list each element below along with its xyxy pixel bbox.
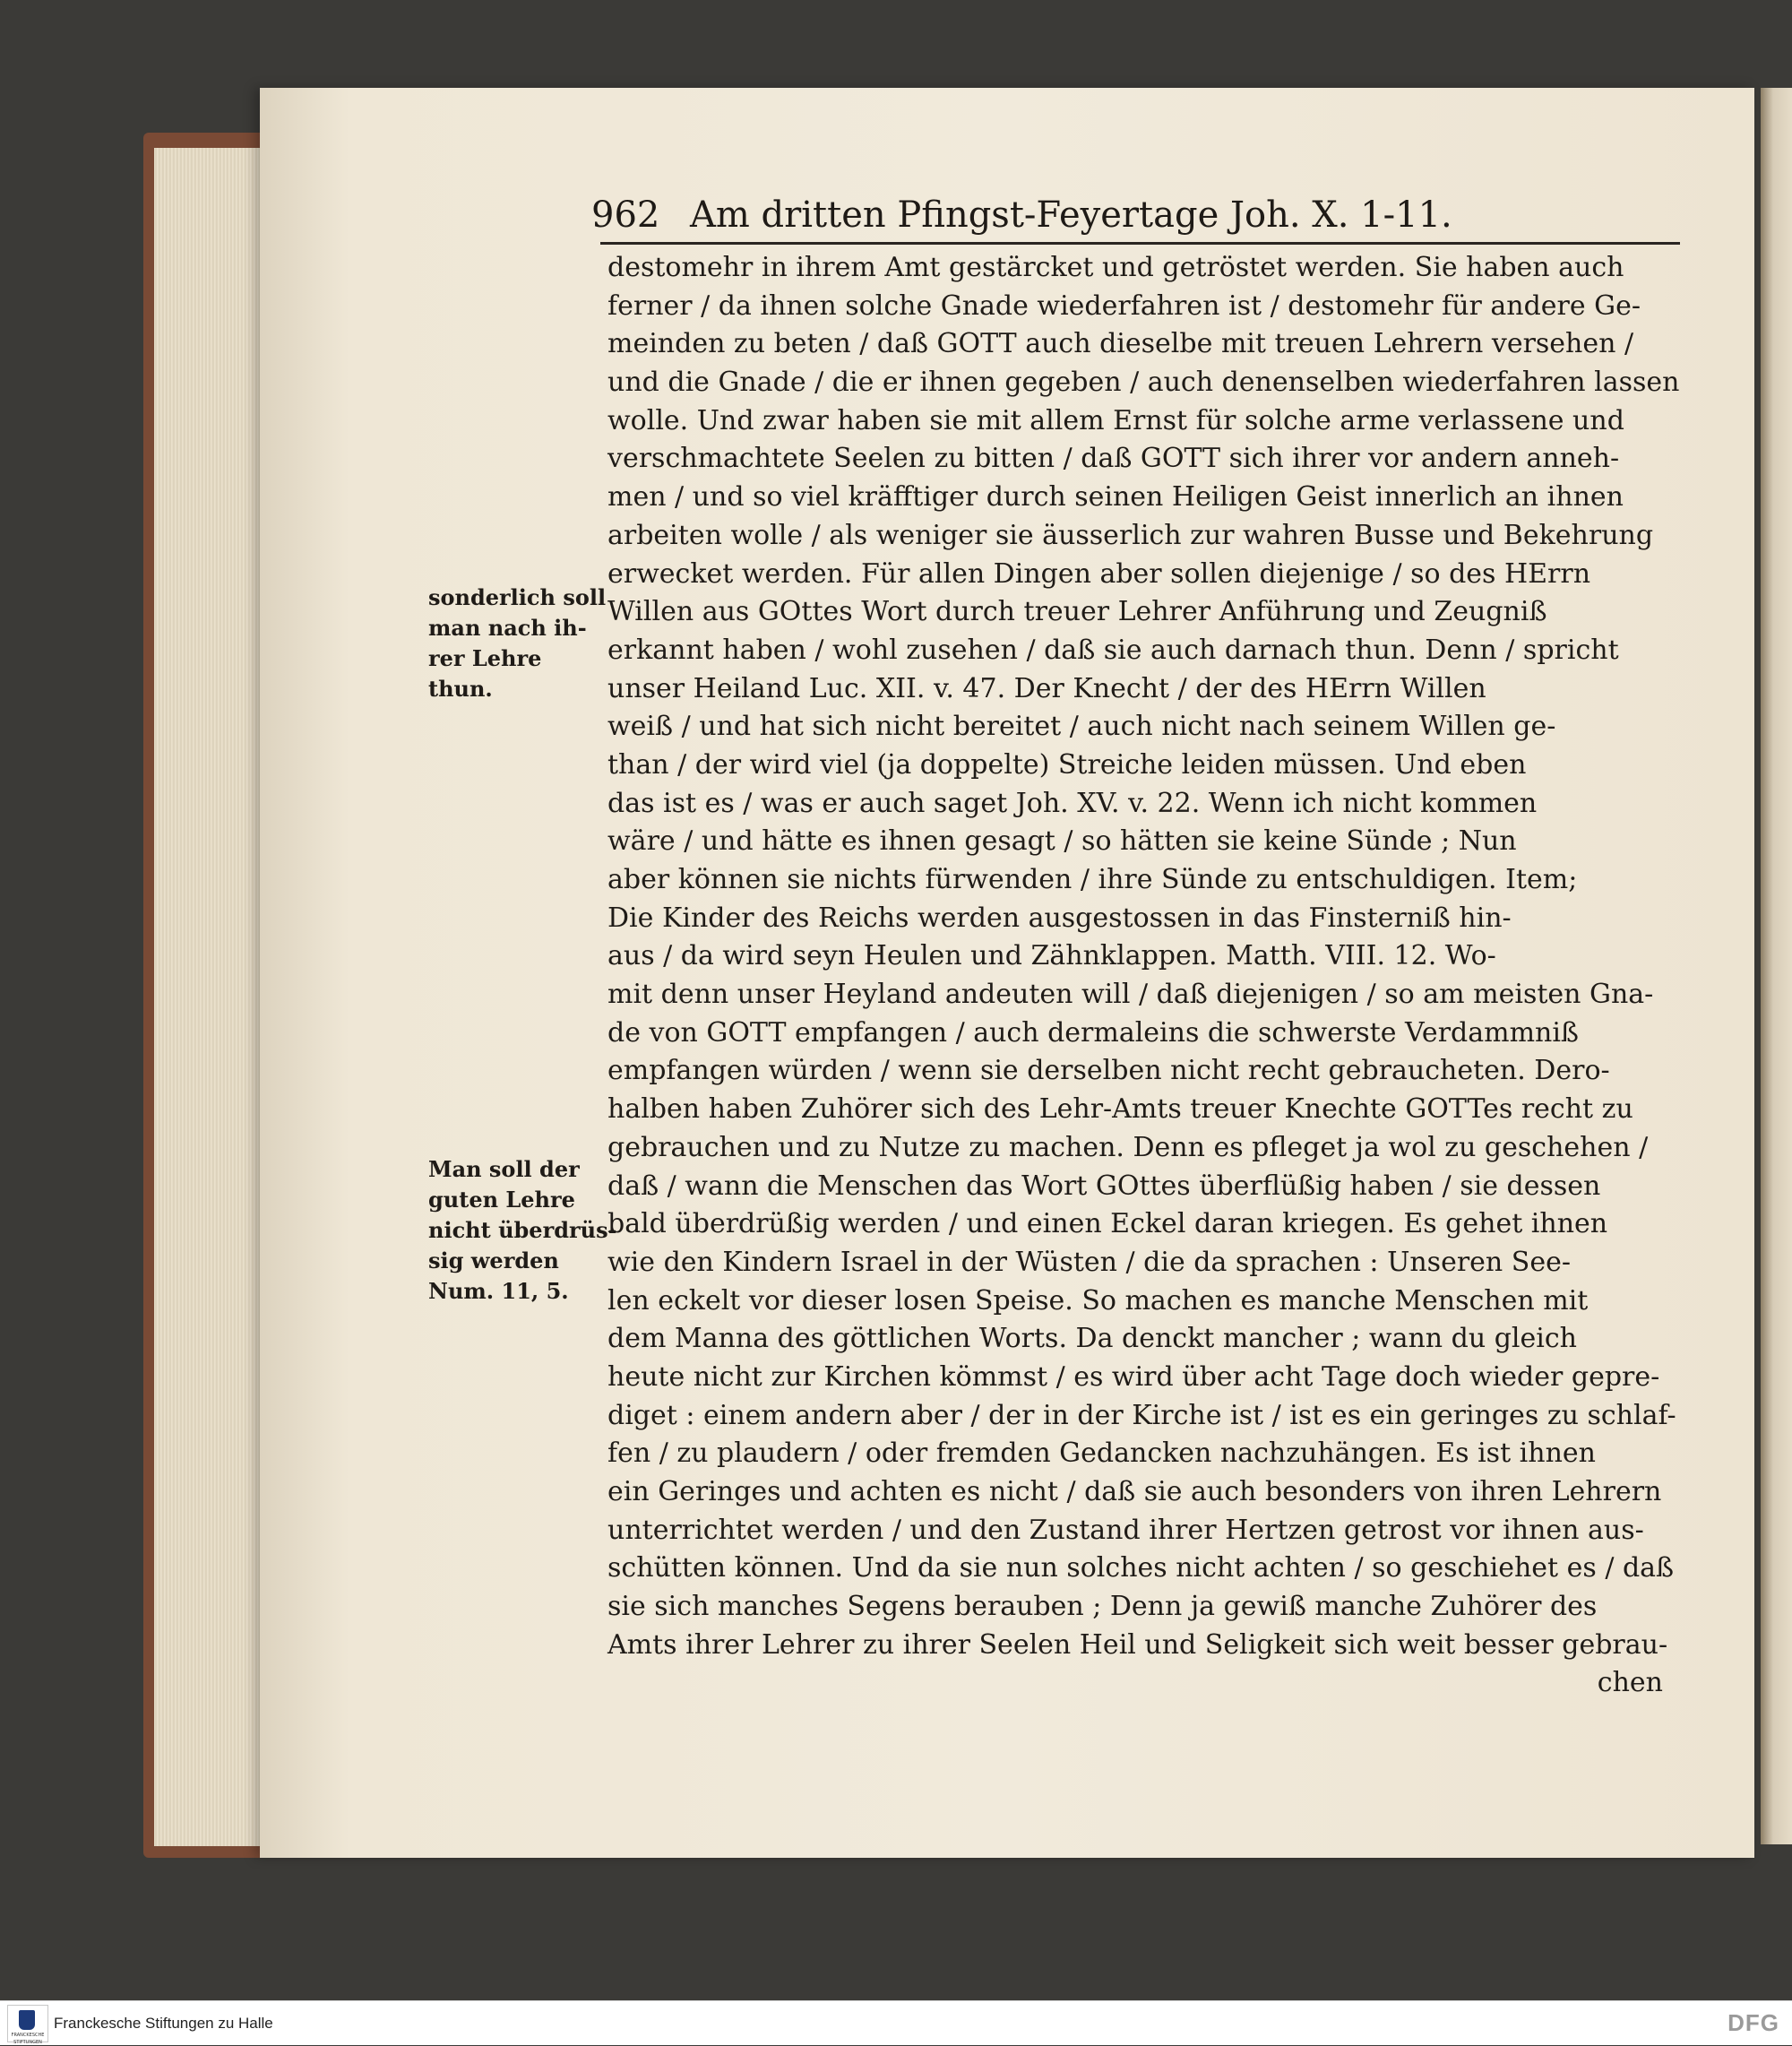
margin-note-line: thun. (428, 676, 493, 702)
margin-note-line: sonderlich soll (428, 584, 607, 610)
margin-note-line: sig werden (428, 1247, 559, 1273)
text-line: daß / wann die Menschen das Wort GOttes überflüßig haben / sie dessen (607, 1170, 1601, 1202)
text-line: len eckelt vor dieser losen Speise. So machen es manche Menschen mit (607, 1284, 1589, 1317)
text-line: wolle. Und zwar haben sie mit allem Ernst für solche arme verlassene und (607, 404, 1624, 436)
text-line: schütten können. Und da sie nun solches nicht achten / so geschiehet es / daß (607, 1552, 1675, 1584)
text-line: aber können sie nichts fürwenden / ihre Sünde zu entschuldigen. Item; (607, 864, 1578, 895)
text-line: fen / zu plaudern / oder fremden Gedancken nachzuhängen. Es ist ihnen (607, 1437, 1596, 1470)
text-line: men / und so viel kräfftiger durch seinen Heiligen Geist innerlich an ihnen (607, 481, 1624, 514)
text-line: bald überdrüßig werden / und einen Eckel daran kriegen. Es gehet ihnen (607, 1208, 1608, 1240)
text-line: mit denn unser Heyland andeuten will / daß diejenigen / so am meisten Gna- (607, 979, 1654, 1011)
text-line: diget : einem andern aber / der in der Kirche ist / ist es ein geringes zu schlaf- (607, 1399, 1676, 1431)
text-line: weiß / und hat sich nicht bereitet / auch nicht nach seinem Willen ge- (607, 711, 1556, 743)
text-line: than / der wird viel (ja doppelte) Streiche leiden müssen. Und eben (607, 748, 1527, 781)
margin-note-line: Man soll der (428, 1156, 580, 1182)
text-line: wäre / und hätte es ihnen gesagt / so hätten sie keine Sünde ; Nun (607, 825, 1517, 858)
page-number: 962 (591, 194, 660, 236)
catchword: chen (1597, 1667, 1663, 1699)
facing-page-edge (1761, 88, 1792, 1844)
text-line: dem Manna des göttlichen Worts. Da denckt mancher ; wann du gleich (607, 1323, 1577, 1355)
institution-logo[interactable] (7, 2005, 48, 2045)
text-line: heute nicht zur Kirchen kömmst / es wird über acht Tage doch wieder gepre- (607, 1360, 1660, 1393)
margin-note-line: nicht überdrüs- (428, 1217, 617, 1243)
text-line: erkannt haben / wohl zusehen / daß sie auch darnach thun. Denn / spricht (607, 634, 1619, 666)
logo-label: FRANCKESCHE STIFTUNGEN (11, 2033, 45, 2045)
text-line: sie sich manches Segens berauben ; Denn ja gewiß manche Zuhörer des (607, 1591, 1598, 1623)
text-line: erwecket werden. Für allen Dingen aber sollen diejenige / so des HErrn (607, 557, 1591, 590)
text-line: und die Gnade / die er ihnen gegeben / auch denenselben wiederfahren lassen (607, 367, 1680, 399)
text-line: Willen aus GOttes Wort durch treuer Lehrer Anführung und Zeugniß (607, 596, 1547, 628)
text-line: Die Kinder des Reichs werden ausgestossen in das Finsterniß hin- (607, 902, 1512, 934)
page-header (591, 190, 1684, 240)
margin-note-line: guten Lehre (428, 1187, 575, 1213)
text-line: das ist es / was er auch saget Joh. XV. v. 22. Wenn ich nicht kommen (607, 787, 1538, 819)
text-line: gebrauchen und zu Nutze zu machen. Denn es pfleget ja wol zu geschehen / (607, 1131, 1649, 1163)
text-line: wie den Kindern Israel in der Wüsten / die da sprachen : Unseren See- (607, 1246, 1571, 1278)
text-line: de von GOTT empfangen / auch dermaleins die schwerste Verdammniß (607, 1016, 1579, 1049)
margin-note-line: man nach ih- (428, 615, 587, 641)
text-line: unterrichtet werden / und den Zustand ihrer Hertzen getrost vor ihnen aus- (607, 1514, 1644, 1546)
text-line: meinden zu beten / daß GOTT auch dieselbe mit treuen Lehrern versehen / (607, 328, 1634, 360)
margin-note (428, 1154, 617, 1307)
viewer-footer (0, 2000, 1792, 2045)
margin-note-line: Num. 11, 5. (428, 1278, 569, 1304)
text-line: ferner / da ihnen solche Gnade wiederfahren ist / destomehr für andere Ge- (607, 289, 1641, 322)
text-line: ein Geringes und achten es nicht / daß sie auch besonders von ihren Lehrern (607, 1476, 1662, 1507)
text-line: unser Heiland Luc. XII. v. 47. Der Knecht / der des HErrn Willen (607, 672, 1486, 704)
institution-name[interactable]: Franckesche Stiftungen zu Halle (54, 2015, 273, 2032)
building-icon (19, 2010, 35, 2030)
text-line: arbeiten wolle / als weniger sie äusserlich zur wahren Busse und Bekehrung (607, 519, 1654, 551)
body-text (607, 249, 1680, 1703)
text-line: verschmachtete Seelen zu bitten / daß GOTT sich ihrer vor andern anneh- (607, 443, 1620, 475)
text-line: Amts ihrer Lehrer zu ihrer Seelen Heil und Seligkeit sich weit besser gebrau- (607, 1628, 1668, 1661)
text-line: aus / da wird seyn Heulen und Zähnklappen. Matth. VIII. 12. Wo- (607, 940, 1496, 972)
running-title: Am dritten Pfingst-Feyertage Joh. X. 1-11. (690, 194, 1452, 236)
header-rule (600, 242, 1680, 245)
text-line: destomehr in ihrem Amt gestärcket und getröstet werden. Sie haben auch (607, 252, 1624, 283)
text-line: empfangen würden / wenn sie derselben nicht recht gebraucheten. Dero- (607, 1055, 1610, 1087)
text-line: halben haben Zuhörer sich des Lehr-Amts treuer Knechte GOTTes recht zu (607, 1093, 1633, 1126)
margin-note (428, 583, 607, 704)
margin-note-line: rer Lehre (428, 645, 542, 671)
dfg-logo[interactable]: DFG (1727, 2009, 1779, 2036)
